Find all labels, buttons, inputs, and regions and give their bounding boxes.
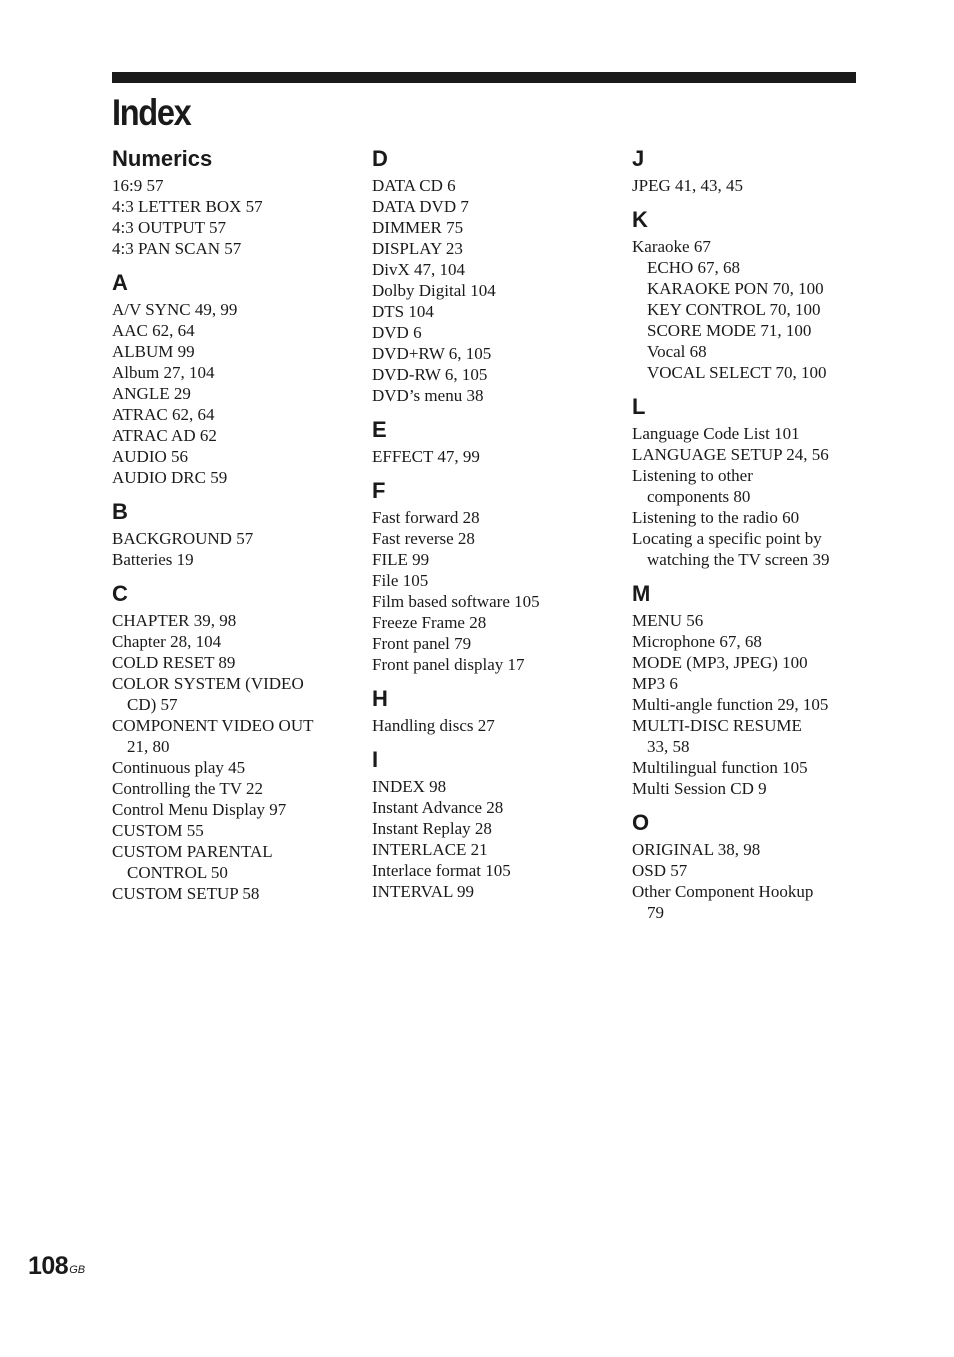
section-heading: B xyxy=(112,499,128,524)
index-entry-continuation: KARAOKE PON 70, 100 xyxy=(647,279,824,298)
index-entry: COLOR SYSTEM (VIDEO xyxy=(112,674,304,693)
index-entry: MULTI-DISC RESUME xyxy=(632,716,802,735)
index-section xyxy=(372,746,612,902)
page-number-suffix: GB xyxy=(69,1264,86,1276)
index-entry: Language Code List 101 xyxy=(632,424,800,443)
index-entry: Dolby Digital 104 xyxy=(372,281,496,300)
index-entry-continuation: VOCAL SELECT 70, 100 xyxy=(647,363,827,382)
top-rule xyxy=(112,72,856,83)
index-entry: Handling discs 27 xyxy=(372,716,495,735)
index-entry: COMPONENT VIDEO OUT xyxy=(112,716,314,735)
index-entry-continuation: SCORE MODE 71, 100 xyxy=(647,321,812,340)
index-entry: AUDIO DRC 59 xyxy=(112,468,228,487)
index-entry: Listening to the radio 60 xyxy=(632,508,800,527)
index-section xyxy=(372,145,612,406)
index-entry: CUSTOM PARENTAL xyxy=(112,842,273,861)
index-entry: ATRAC AD 62 xyxy=(112,426,217,445)
index-entry: Fast reverse 28 xyxy=(372,529,475,548)
index-entry: 4:3 OUTPUT 57 xyxy=(112,218,226,237)
section-heading: J xyxy=(632,146,645,171)
index-entry-continuation: 79 xyxy=(647,903,664,922)
index-entry: INDEX 98 xyxy=(372,777,447,796)
index-entry: Chapter 28, 104 xyxy=(112,632,222,651)
index-entry: Other Component Hookup xyxy=(632,882,814,901)
section-heading: I xyxy=(372,747,379,772)
section-heading: K xyxy=(632,207,648,232)
index-entry: 4:3 PAN SCAN 57 xyxy=(112,239,242,258)
page-number xyxy=(28,1248,85,1288)
section-heading: O xyxy=(632,810,650,835)
index-entry: Listening to other xyxy=(632,466,753,485)
index-entry-continuation: ECHO 67, 68 xyxy=(647,258,741,277)
index-entry: OSD 57 xyxy=(632,861,688,880)
index-entry: JPEG 41, 43, 45 xyxy=(632,176,743,195)
index-section xyxy=(372,477,612,675)
index-entry: AUDIO 56 xyxy=(112,447,189,466)
index-entry: ORIGINAL 38, 98 xyxy=(632,840,761,859)
index-entry: DISPLAY 23 xyxy=(372,239,463,258)
section-heading: Numerics xyxy=(112,146,213,171)
index-entry: BACKGROUND 57 xyxy=(112,529,254,548)
index-entry: INTERLACE 21 xyxy=(372,840,488,859)
index-entry: DIMMER 75 xyxy=(372,218,464,237)
index-entry: FILE 99 xyxy=(372,550,430,569)
index-entry: A/V SYNC 49, 99 xyxy=(112,300,238,319)
index-entry-continuation: 33, 58 xyxy=(647,737,690,756)
index-section xyxy=(112,145,352,259)
index-entry: Continuous play 45 xyxy=(112,758,246,777)
index-entry: DivX 47, 104 xyxy=(372,260,466,279)
index-entry: ANGLE 29 xyxy=(112,384,191,403)
index-entry: EFFECT 47, 99 xyxy=(372,447,480,466)
index-entry: COLD RESET 89 xyxy=(112,653,236,672)
index-entry: Multi-angle function 29, 105 xyxy=(632,695,829,714)
section-heading: A xyxy=(112,270,128,295)
section-heading: L xyxy=(632,394,646,419)
index-entry: Album 27, 104 xyxy=(112,363,215,382)
index-entry-continuation: CD) 57 xyxy=(127,695,178,714)
index-entry: ALBUM 99 xyxy=(112,342,195,361)
index-entry: Instant Replay 28 xyxy=(372,819,492,838)
section-heading: C xyxy=(112,581,128,606)
index-entry: MODE (MP3, JPEG) 100 xyxy=(632,653,808,672)
section-heading: F xyxy=(372,478,386,503)
index-entry-continuation: 21, 80 xyxy=(127,737,170,756)
index-entry: Batteries 19 xyxy=(112,550,194,569)
index-entry: ATRAC 62, 64 xyxy=(112,405,215,424)
index-section xyxy=(632,393,872,570)
index-entry: Multi Session CD 9 xyxy=(632,779,767,798)
section-heading: H xyxy=(372,686,388,711)
index-entry-continuation: KEY CONTROL 70, 100 xyxy=(647,300,821,319)
index-entry: AAC 62, 64 xyxy=(112,321,195,340)
index-entry: Freeze Frame 28 xyxy=(372,613,487,632)
section-heading: E xyxy=(372,417,387,442)
index-entry: Film based software 105 xyxy=(372,592,540,611)
index-entry: Karaoke 67 xyxy=(632,237,711,256)
index-column-2 xyxy=(372,145,612,912)
index-entry: LANGUAGE SETUP 24, 56 xyxy=(632,445,829,464)
index-entry-continuation: Vocal 68 xyxy=(647,342,707,361)
section-heading: D xyxy=(372,146,388,171)
index-entry: DTS 104 xyxy=(372,302,434,321)
index-section xyxy=(112,580,352,904)
index-entry: File 105 xyxy=(372,571,429,590)
index-entry: Interlace format 105 xyxy=(372,861,511,880)
index-entry-continuation: components 80 xyxy=(647,487,751,506)
index-column-1 xyxy=(112,145,352,914)
index-entry: DVD-RW 6, 105 xyxy=(372,365,488,384)
index-entry: Front panel display 17 xyxy=(372,655,525,674)
index-entry-continuation: watching the TV screen 39 xyxy=(647,550,830,569)
index-section xyxy=(112,498,352,570)
page-number-value: 108 xyxy=(28,1252,69,1280)
index-entry: DATA CD 6 xyxy=(372,176,456,195)
index-entry: Multilingual function 105 xyxy=(632,758,808,777)
index-entry: Control Menu Display 97 xyxy=(112,800,287,819)
index-column-3 xyxy=(632,145,872,933)
index-section xyxy=(632,206,872,383)
index-entry: Controlling the TV 22 xyxy=(112,779,263,798)
index-section xyxy=(632,580,872,799)
index-entry: CUSTOM 55 xyxy=(112,821,204,840)
index-entry: MENU 56 xyxy=(632,611,704,630)
index-entry: Instant Advance 28 xyxy=(372,798,504,817)
index-section xyxy=(632,809,872,923)
section-heading: M xyxy=(632,581,651,606)
index-entry: 16:9 57 xyxy=(112,176,164,195)
index-entry: INTERVAL 99 xyxy=(372,882,475,901)
index-entry: Locating a specific point by xyxy=(632,529,822,548)
index-entry: DVD+RW 6, 105 xyxy=(372,344,492,363)
index-entry: 4:3 LETTER BOX 57 xyxy=(112,197,263,216)
index-section xyxy=(372,685,612,736)
index-section xyxy=(632,145,872,196)
index-entry: DVD’s menu 38 xyxy=(372,386,484,405)
index-entry: Front panel 79 xyxy=(372,634,472,653)
page-title: Index xyxy=(112,92,191,133)
index-entry: CUSTOM SETUP 58 xyxy=(112,884,260,903)
index-section xyxy=(112,269,352,488)
index-entry-continuation: CONTROL 50 xyxy=(127,863,228,882)
index-entry: Microphone 67, 68 xyxy=(632,632,762,651)
index-entry: MP3 6 xyxy=(632,674,678,693)
index-section xyxy=(372,416,612,467)
index-entry: DVD 6 xyxy=(372,323,422,342)
index-entry: CHAPTER 39, 98 xyxy=(112,611,237,630)
index-entry: DATA DVD 7 xyxy=(372,197,469,216)
index-entry: Fast forward 28 xyxy=(372,508,480,527)
